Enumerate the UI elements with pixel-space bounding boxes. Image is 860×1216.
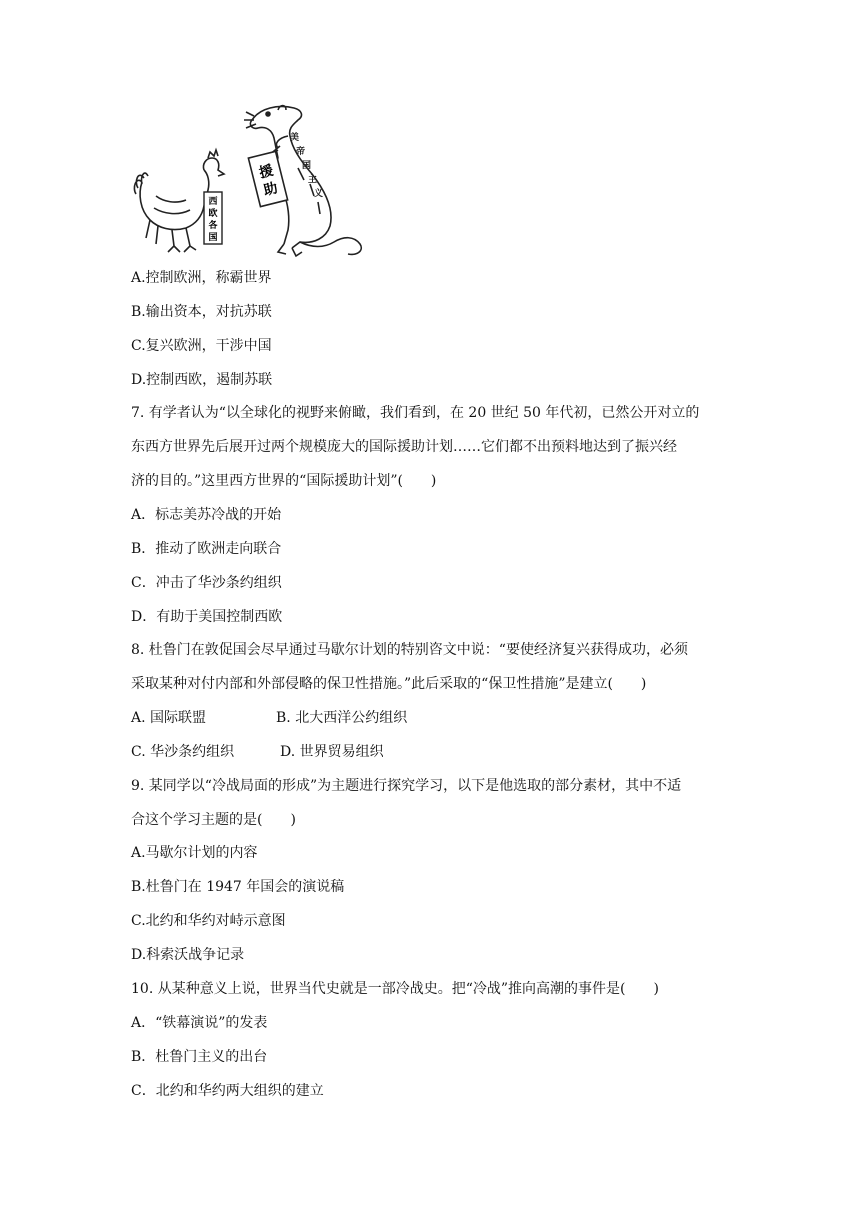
q9-option-d: D.科索沃战争记录	[131, 947, 245, 963]
q8-stem-line-1: 8. 杜鲁门在敦促国会尽早通过马歇尔计划的特别咨文中说：“要使经济复兴获得成功，必须	[131, 642, 688, 658]
rat-body-char: 主	[308, 175, 318, 185]
q7-option-b: B．推动了欧洲走向联合	[131, 541, 282, 557]
q9-option-a: A.马歇尔计划的内容	[131, 845, 258, 861]
q8-stem-line-2: 采取某种对付内部和外部侵略的保卫性措施。”此后采取的“保卫性措施”是建立( )	[131, 676, 647, 692]
aid-sign	[248, 150, 287, 207]
q6-option-c: C.复兴欧洲，干涉中国	[131, 338, 272, 354]
rooster-sign	[204, 192, 222, 244]
rooster-sign-char: 欧	[208, 209, 218, 219]
q10-option-a: A．“铁幕演说”的发表	[131, 1015, 268, 1031]
q9-stem-line-1: 9. 某同学以“冷战局面的形成”为主题进行探究学习，以下是他选取的部分素材，其中不适	[131, 778, 682, 794]
q8-option-c: C. 华沙条约组织	[131, 744, 235, 760]
aid-sign-char: 援	[257, 162, 276, 182]
q7-stem-line-3: 济的目的。”这里西方世界的“国际援助计划”( )	[131, 473, 437, 489]
aid-sign-char: 助	[261, 180, 280, 200]
q10-option-c: C．北约和华约两大组织的建立	[131, 1083, 324, 1099]
q7-option-a: A．标志美苏冷战的开始	[131, 507, 282, 523]
q9-option-c: C.北约和华约对峙示意图	[131, 913, 286, 929]
q8-option-d: D. 世界贸易组织	[280, 744, 384, 760]
political-cartoon	[128, 98, 380, 262]
q7-option-d: D．有助于美国控制西欧	[131, 609, 283, 625]
q9-option-b: B.杜鲁门在 1947 年国会的演说稿	[131, 879, 345, 895]
rat-body-char: 美	[290, 133, 300, 143]
q7-stem-line-1: 7. 有学者认为“以全球化的视野来俯瞰，我们看到，在 20 世纪 50 年代初，已然公开对立的	[131, 405, 700, 421]
q7-option-c: C．冲击了华沙条约组织	[131, 575, 282, 591]
rat-body-char: 义	[314, 189, 324, 199]
q6-option-d: D.控制西欧，遏制苏联	[131, 372, 273, 388]
rooster-sign-char: 西	[208, 197, 218, 207]
q10-option-b: B．杜鲁门主义的出台	[131, 1049, 268, 1065]
q8-option-b: B. 北大西洋公约组织	[276, 710, 408, 726]
q7-stem-line-2: 东西方世界先后展开过两个规模庞大的国际援助计划……它们都不出预料地达到了振兴经	[131, 439, 677, 455]
q10-stem-line-1: 10. 从某种意义上说，世界当代史就是一部冷战史。把“冷战”推向高潮的事件是( )	[131, 981, 659, 997]
rat-body-char: 国	[302, 161, 312, 171]
q8-option-a: A. 国际联盟	[131, 710, 207, 726]
rooster-sign-char: 国	[208, 233, 218, 243]
q6-option-a: A.控制欧洲，称霸世界	[131, 270, 272, 286]
rat-body-char: 帝	[296, 147, 306, 157]
q6-option-b: B.输出资本，对抗苏联	[131, 304, 272, 320]
q9-stem-line-2: 合这个学习主题的是( )	[131, 812, 296, 828]
rooster-sign-char: 各	[208, 221, 218, 231]
rat-body-text	[290, 131, 323, 199]
